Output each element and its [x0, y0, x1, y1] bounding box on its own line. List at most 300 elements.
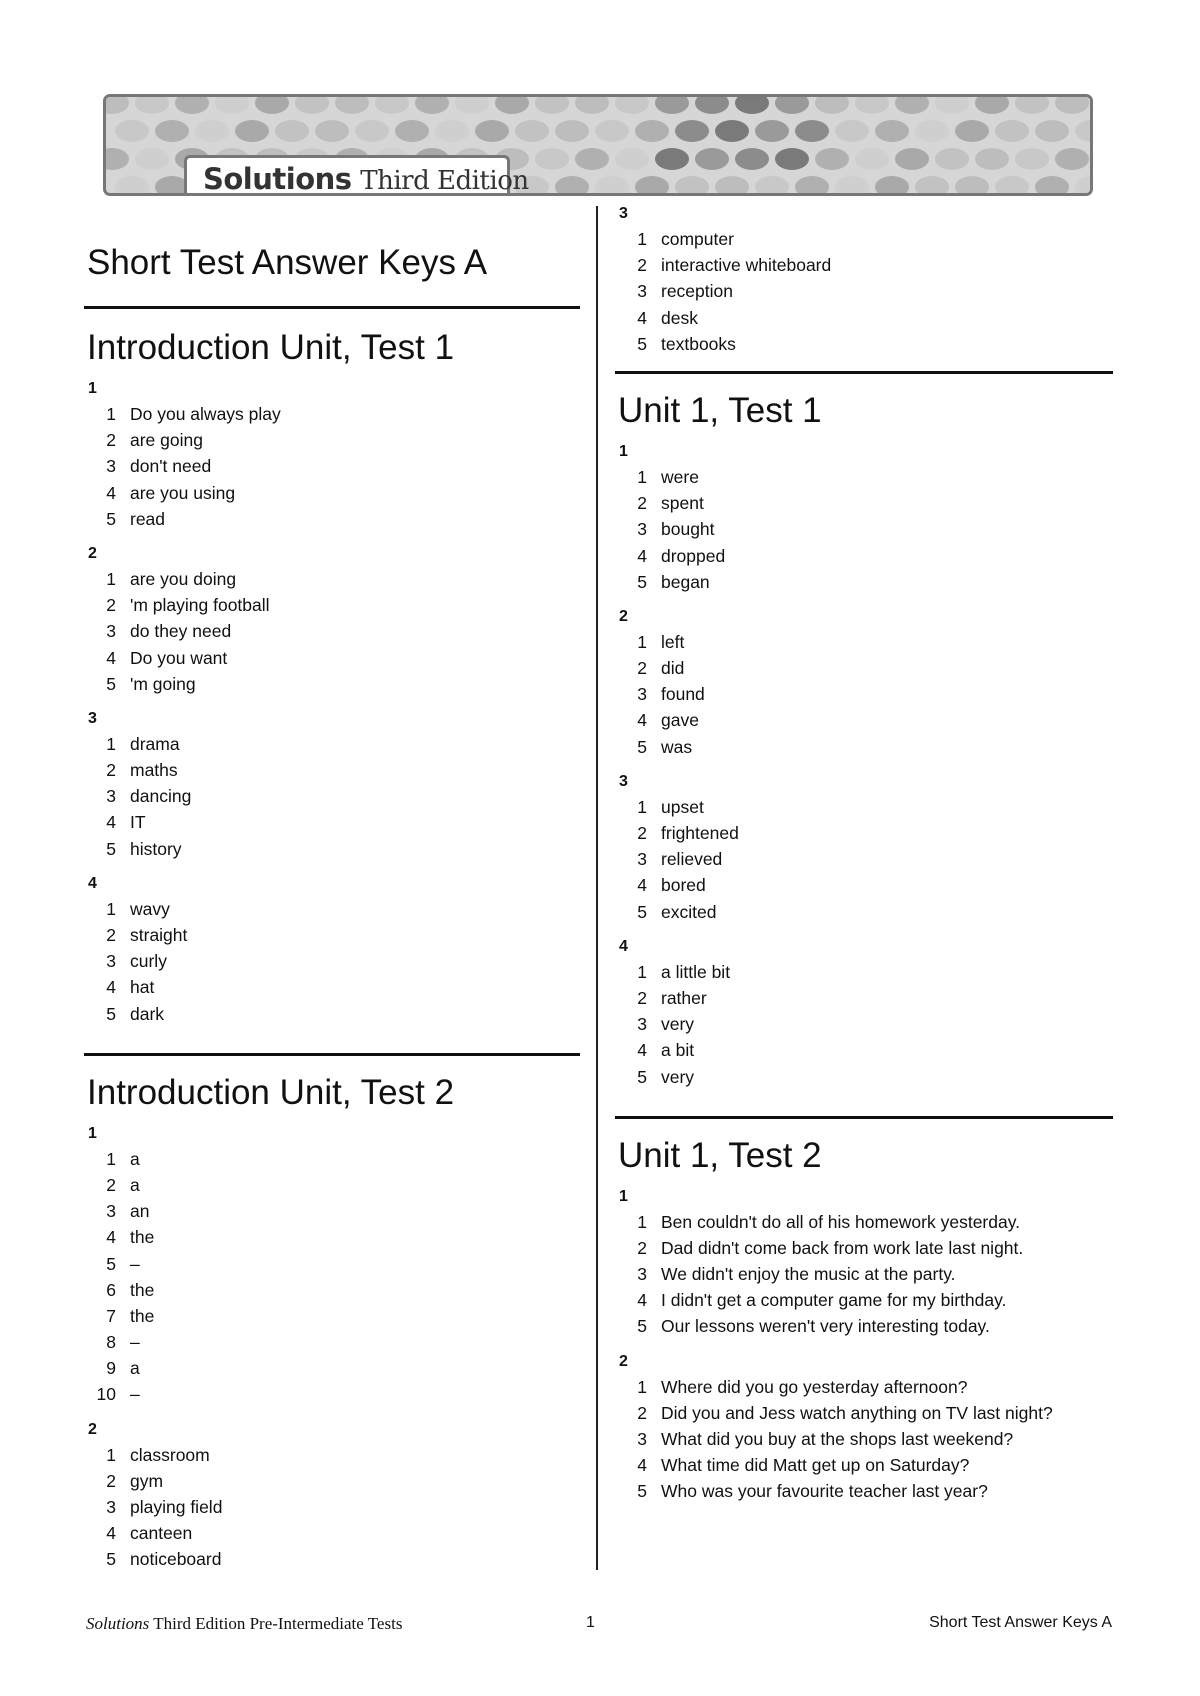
answer-item — [84, 1224, 580, 1250]
answer-number: 5 — [637, 736, 647, 757]
banner-dot — [195, 120, 229, 142]
unit-title: Introduction Unit, Test 2 — [87, 1072, 455, 1112]
answer-text: are you doing — [130, 568, 237, 589]
answer-number: 4 — [106, 977, 116, 998]
answer-number: 1 — [637, 796, 647, 817]
answer-number: 1 — [637, 631, 647, 652]
answer-text: dropped — [661, 545, 726, 566]
answer-number: 3 — [637, 849, 647, 870]
answer-text: found — [661, 684, 705, 705]
banner-dot — [635, 120, 669, 142]
answer-number: 1 — [106, 733, 116, 754]
answer-text: spent — [661, 493, 704, 514]
unit-section — [84, 1053, 580, 1573]
banner-dot — [295, 97, 329, 114]
banner-dot — [735, 97, 769, 114]
section-rule — [615, 371, 1113, 374]
answer-text: began — [661, 571, 710, 592]
banner-dot — [595, 176, 629, 196]
answer-item — [84, 427, 580, 453]
footer-section-title: Short Test Answer Keys A — [929, 1614, 1112, 1631]
banner-dot — [1055, 97, 1089, 114]
banner-dot — [615, 97, 649, 114]
answer-item — [84, 731, 580, 757]
answer-text: rather — [661, 987, 707, 1008]
document-title: Short Test Answer Keys A — [87, 243, 488, 282]
answer-number: 5 — [106, 838, 116, 859]
answer-item — [615, 331, 1113, 357]
answer-number: 2 — [637, 823, 647, 843]
answer-text: read — [130, 508, 166, 529]
exercise-number: 1 — [619, 1187, 628, 1205]
answer-text: Dad didn't come back from work late last night. — [661, 1237, 1024, 1258]
unit-section — [615, 371, 1113, 1090]
answer-number: 3 — [106, 456, 116, 477]
answer-list — [84, 896, 580, 1027]
answer-text: did — [661, 658, 685, 679]
banner-dot — [995, 176, 1029, 196]
banner-dot — [435, 120, 469, 142]
answer-text: Our lessons weren't very interesting today. — [661, 1316, 990, 1337]
answer-item — [84, 1303, 580, 1329]
exercise-number: 4 — [88, 874, 97, 892]
answer-number: 6 — [106, 1279, 116, 1300]
answer-number: 4 — [106, 1523, 116, 1544]
answer-number: 2 — [637, 255, 647, 276]
answer-item — [615, 464, 1113, 490]
answer-text: do they need — [130, 621, 232, 642]
answer-item — [84, 1442, 580, 1468]
answer-text: – — [130, 1384, 140, 1405]
banner-dot — [135, 148, 169, 170]
answer-item — [84, 592, 580, 618]
banner-dot — [915, 120, 949, 142]
unit-title: Unit 1, Test 2 — [618, 1135, 822, 1175]
banner-dot — [535, 97, 569, 114]
banner-dot — [575, 97, 609, 114]
answer-number: 5 — [637, 333, 647, 354]
answer-text: an — [130, 1201, 150, 1222]
answer-text: history — [130, 838, 182, 859]
answer-item — [84, 974, 580, 1000]
banner-dot — [975, 148, 1009, 170]
banner-dot — [375, 97, 409, 114]
banner-dot — [495, 97, 529, 114]
banner-dot — [555, 120, 589, 142]
answer-text: canteen — [130, 1523, 193, 1544]
answer-number: 1 — [106, 1148, 116, 1169]
answer-number: 1 — [637, 1376, 647, 1397]
answer-text: noticeboard — [130, 1549, 222, 1570]
answer-text: What did you buy at the shops last weekend? — [661, 1429, 1014, 1449]
answer-item — [615, 278, 1113, 304]
answer-item — [615, 794, 1113, 820]
answer-item — [84, 783, 580, 809]
answer-number: 1 — [106, 898, 116, 919]
answer-item — [84, 1251, 580, 1277]
banner-dot — [655, 97, 689, 114]
unit-title: Unit 1, Test 1 — [618, 390, 822, 430]
banner-dot — [855, 148, 889, 170]
answer-number: 4 — [637, 875, 647, 896]
answer-list — [615, 629, 1113, 760]
answer-item — [615, 569, 1113, 595]
banner-dot — [655, 148, 689, 170]
answer-item — [615, 1400, 1113, 1426]
banner-dot — [995, 120, 1029, 142]
answer-number: 9 — [106, 1358, 116, 1379]
answer-number: 4 — [637, 307, 647, 328]
banner-dot — [875, 176, 909, 196]
banner-dot — [595, 120, 629, 142]
answer-item — [615, 1287, 1113, 1313]
right-column — [615, 206, 1113, 1519]
answer-text: computer — [661, 229, 734, 249]
answer-text: desk — [661, 307, 698, 328]
answer-item — [615, 305, 1113, 331]
answer-item — [84, 1355, 580, 1381]
answer-text: curly — [130, 951, 167, 972]
answer-number: 2 — [106, 595, 116, 616]
answer-item — [84, 1381, 580, 1407]
answer-number: 2 — [106, 1174, 116, 1195]
answer-item — [84, 809, 580, 835]
answer-number: 1 — [106, 404, 116, 424]
answer-number: 1 — [106, 1444, 116, 1465]
answer-item — [84, 757, 580, 783]
left-column — [84, 206, 580, 1587]
banner-dot — [795, 176, 829, 196]
answer-text: maths — [130, 760, 178, 781]
answer-item — [615, 872, 1113, 898]
answer-item — [84, 453, 580, 479]
banner-dot — [835, 120, 869, 142]
answer-number: 2 — [106, 760, 116, 781]
answer-number: 4 — [106, 812, 116, 833]
banner-dot — [535, 148, 569, 170]
answer-number: 5 — [637, 1066, 647, 1087]
answer-text: playing field — [130, 1497, 223, 1517]
answer-item — [84, 836, 580, 862]
answer-text: Who was your favourite teacher last year? — [661, 1481, 988, 1502]
banner-dot — [895, 97, 929, 114]
answer-item — [84, 1546, 580, 1572]
column-divider — [596, 206, 598, 1570]
banner-dot — [635, 176, 669, 196]
banner-dot — [835, 176, 869, 196]
banner-dot — [935, 97, 969, 114]
answer-number: 4 — [637, 1040, 647, 1061]
answer-text: – — [130, 1253, 140, 1274]
answer-number: 4 — [637, 1455, 647, 1476]
answer-item — [84, 506, 580, 532]
answer-list — [615, 1374, 1113, 1505]
banner-dot — [555, 176, 589, 196]
answer-number: 3 — [637, 1264, 647, 1285]
answer-text: I didn't get a computer game for my birthday. — [661, 1290, 1007, 1311]
banner-dot — [715, 176, 749, 196]
answer-text: Did you and Jess watch anything on TV last night? — [661, 1402, 1053, 1423]
answer-item — [615, 681, 1113, 707]
answer-item — [84, 1198, 580, 1224]
answer-text: textbooks — [661, 333, 736, 354]
answer-number: 10 — [96, 1384, 116, 1405]
exercise-number: 2 — [619, 607, 628, 625]
answer-list — [84, 731, 580, 862]
answer-item — [615, 629, 1113, 655]
answer-text: interactive whiteboard — [661, 255, 832, 276]
banner-dot — [935, 148, 969, 170]
exercise-number: 1 — [619, 442, 628, 460]
banner-dot — [915, 176, 949, 196]
answer-number: 8 — [106, 1332, 116, 1353]
banner-dot — [675, 176, 709, 196]
answer-number: 5 — [106, 1253, 116, 1274]
banner-dot — [695, 148, 729, 170]
banner-dot — [695, 97, 729, 114]
answer-item — [615, 959, 1113, 985]
section-rule — [84, 306, 580, 309]
answer-number: 4 — [106, 1227, 116, 1248]
brand-logo: Solutions Third Edition — [203, 162, 529, 196]
answer-text: wavy — [130, 898, 170, 919]
answer-text: the — [130, 1227, 155, 1248]
answer-number: 3 — [106, 1201, 116, 1222]
answer-text: bored — [661, 875, 706, 896]
answer-text: gym — [130, 1470, 164, 1491]
answer-text: the — [130, 1305, 155, 1326]
answer-item — [84, 1277, 580, 1303]
answer-text: 'm going — [130, 673, 196, 694]
answer-text: very — [661, 1014, 695, 1035]
exercise-number: 4 — [619, 937, 628, 955]
banner-dot — [1075, 176, 1093, 196]
answer-item — [84, 948, 580, 974]
banner-dot — [675, 120, 709, 142]
answer-text: are you using — [130, 482, 236, 503]
answer-text: gave — [661, 710, 699, 731]
banner-dot — [315, 120, 349, 142]
answer-text: dancing — [130, 786, 192, 807]
answer-number: 3 — [637, 519, 647, 540]
answer-item — [84, 922, 580, 948]
answer-text: don't need — [130, 456, 212, 477]
banner-dot — [755, 176, 789, 196]
banner-dot — [255, 97, 289, 114]
exercise-number: 3 — [619, 772, 628, 790]
answer-item — [84, 480, 580, 506]
answer-text: was — [661, 736, 693, 757]
exercise-number: 1 — [88, 380, 97, 397]
banner-dot — [155, 120, 189, 142]
answer-number: 2 — [106, 430, 116, 451]
answer-number: 2 — [637, 1402, 647, 1423]
answer-number: 1 — [106, 568, 116, 589]
answer-text: bought — [661, 519, 715, 540]
section-rule — [615, 1116, 1113, 1119]
banner-dot — [455, 97, 489, 114]
answer-list — [615, 1209, 1113, 1340]
answer-item — [84, 645, 580, 671]
answer-number: 4 — [106, 482, 116, 503]
answer-item — [615, 655, 1113, 681]
answer-number: 1 — [637, 1211, 647, 1232]
answer-item — [615, 1426, 1113, 1452]
banner-dot — [955, 120, 989, 142]
answer-text: a bit — [661, 1040, 695, 1061]
answer-item — [84, 671, 580, 697]
answer-number: 3 — [637, 1429, 647, 1449]
answer-text: – — [130, 1332, 140, 1353]
banner-dot — [775, 148, 809, 170]
exercise-number: 3 — [88, 709, 97, 727]
answer-item — [615, 846, 1113, 872]
unit-section — [84, 306, 580, 1027]
banner-dot — [115, 120, 149, 142]
banner-dot — [1015, 97, 1049, 114]
answer-item — [615, 1209, 1113, 1235]
answer-text: reception — [661, 281, 733, 302]
banner-dot — [1075, 120, 1093, 142]
exercise-number: 2 — [88, 1420, 97, 1438]
answer-text: 'm playing football — [130, 595, 270, 616]
banner-dot — [1055, 148, 1089, 170]
answer-number: 4 — [637, 710, 647, 731]
answer-text: Do you want — [130, 647, 228, 668]
exercise-number: 2 — [88, 544, 97, 562]
answer-text: were — [661, 466, 699, 487]
answer-item — [615, 1452, 1113, 1478]
banner-dot — [115, 176, 149, 196]
answer-number: 2 — [637, 493, 647, 514]
answer-text: frightened — [661, 823, 739, 843]
answer-number: 5 — [106, 673, 116, 694]
answer-item — [615, 543, 1113, 569]
answer-item — [615, 1011, 1113, 1037]
banner-dot — [175, 97, 209, 114]
answer-text: Where did you go yesterday afternoon? — [661, 1376, 968, 1397]
banner-dot — [775, 97, 809, 114]
answer-text: hat — [130, 977, 155, 998]
banner-dot — [215, 97, 249, 114]
answer-number: 1 — [637, 229, 647, 249]
answer-list — [615, 226, 1113, 357]
answer-number: 2 — [637, 658, 647, 679]
answer-list — [615, 464, 1113, 595]
banner-dot — [795, 120, 829, 142]
banner-logo-tab — [184, 155, 529, 196]
answer-item — [615, 707, 1113, 733]
banner-dot — [415, 97, 449, 114]
answer-number: 1 — [637, 961, 647, 982]
answer-item — [615, 820, 1113, 846]
answer-text: very — [661, 1066, 695, 1087]
answer-text: a — [130, 1174, 140, 1195]
answer-number: 3 — [637, 281, 647, 302]
answer-text: relieved — [661, 849, 723, 870]
banner-dot — [755, 120, 789, 142]
answer-item — [84, 1494, 580, 1520]
answer-number: 2 — [106, 925, 116, 945]
answer-item — [615, 1313, 1113, 1339]
unit-section — [615, 1116, 1113, 1505]
answer-number: 5 — [637, 1316, 647, 1337]
answer-number: 3 — [106, 951, 116, 972]
answer-number: 1 — [637, 466, 647, 487]
footer-book-title: Solutions Third Edition Pre-Intermediate Tests — [86, 1614, 403, 1633]
answer-item — [615, 490, 1113, 516]
answer-text: Ben couldn't do all of his homework yesterday. — [661, 1211, 1021, 1232]
answer-list — [84, 1146, 580, 1408]
banner-dot — [1015, 148, 1049, 170]
banner-dot — [955, 176, 989, 196]
answer-text: a little bit — [661, 961, 731, 982]
banner-dot — [106, 148, 129, 170]
answer-item — [84, 618, 580, 644]
answer-number: 3 — [106, 621, 116, 642]
answer-text: a — [130, 1148, 140, 1169]
answer-number: 5 — [106, 1003, 116, 1024]
banner-dot — [815, 148, 849, 170]
page-number: 1 — [586, 1614, 595, 1631]
answer-number: 4 — [637, 545, 647, 566]
section-rule — [84, 1053, 580, 1056]
answer-item — [84, 1329, 580, 1355]
answer-item — [84, 566, 580, 592]
answer-list — [615, 794, 1113, 925]
answer-text: classroom — [130, 1444, 210, 1465]
answer-text: are going — [130, 430, 203, 451]
banner-dot — [575, 148, 609, 170]
banner-dot — [615, 148, 649, 170]
answer-number: 4 — [637, 1290, 647, 1311]
answer-number: 3 — [106, 786, 116, 807]
answer-list — [84, 401, 580, 532]
answer-text: left — [661, 631, 685, 652]
answer-list — [84, 566, 580, 697]
answer-text: a — [130, 1358, 140, 1379]
answer-text: IT — [130, 812, 146, 833]
answer-item — [615, 226, 1113, 252]
answer-text: straight — [130, 925, 188, 945]
unit-title: Introduction Unit, Test 1 — [87, 328, 455, 367]
answer-text: What time did Matt get up on Saturday? — [661, 1455, 970, 1476]
banner-dot — [735, 148, 769, 170]
answer-number: 3 — [106, 1497, 116, 1517]
answer-number: 7 — [106, 1305, 116, 1326]
answer-item — [615, 1037, 1113, 1063]
answer-item — [615, 1478, 1113, 1504]
answer-item — [84, 1520, 580, 1546]
answer-text: excited — [661, 901, 717, 922]
answer-text: drama — [130, 733, 180, 754]
banner-dot — [475, 120, 509, 142]
answer-item — [615, 516, 1113, 542]
answer-text: upset — [661, 796, 704, 817]
answer-number: 5 — [637, 1481, 647, 1502]
banner-dot — [715, 120, 749, 142]
banner-dot — [135, 97, 169, 114]
banner-dot — [515, 120, 549, 142]
answer-number: 2 — [637, 987, 647, 1008]
banner-dot — [335, 97, 369, 114]
answer-list — [84, 1442, 580, 1573]
exercise-number: 3 — [619, 205, 628, 222]
banner-dot — [235, 120, 269, 142]
banner-dot — [875, 120, 909, 142]
answer-text: Do you always play — [130, 404, 281, 424]
banner-dot — [895, 148, 929, 170]
